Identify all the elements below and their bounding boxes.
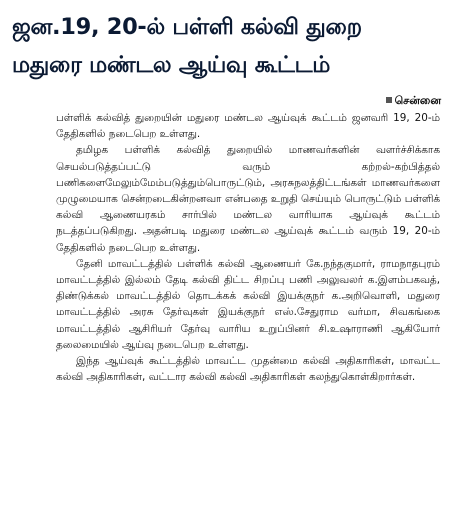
headline-line-2: மதுரை மண்டல ஆய்வு கூட்டம் bbox=[12, 52, 331, 78]
paragraph-3: தேனி மாவட்டத்தில் பள்ளிக் கல்வி ஆணையர் கே.நந்தகுமார், ராமநாதபுரம் மாவட்டத்தில் இல்லம் தேடி கல்வி திட்ட சிறப்பு பணி அலுவலர் க.இளம்பகவத், திண்டுக்கல் மாவட்டத்தில் தொடக்கக் கல்வி இயக்குநர் க.அறிவொளி, மதுரை மாவட்டத்தில் அரசு தேர்வுகள் இயக்குநர் எஸ்.சேதுராம வர்மா, சிவகங்கை மாவட்டத்தில் ஆசிரியர் தேர்வு வாரிய உறுப்பினர் சி.உஷாராணி ஆகியோர் தலைமையில் ஆய்வு நடைபெற உள்ளது. bbox=[56, 257, 440, 351]
dateline bbox=[386, 94, 441, 109]
article-body bbox=[56, 110, 440, 385]
paragraph-4: இந்த ஆய்வுக் கூட்டத்தில் மாவட்ட முதன்மை கல்வி அதிகாரிகள், மாவட்ட கல்வி அதிகாரிகள், வட்டார கல்வி கல்வி அதிகாரிகள் கலந்துகொள்கிறார்கள். bbox=[56, 355, 440, 384]
paragraph-2: தமிழக பள்ளிக் கல்வித் துறையில் மாணவர்களின் வளர்ச்சிக்காக செயல்படுத்தப்பட்டு வரும் கற்றல்-கற்பித்தல் பணிகளைமேலும்மேம்படுத்தும்பொருட்டும், அரசுநலத்திட்டங்கள் மாணவர்களை முழுமையாக சென்றடைகின்றனவா என்பதை உறுதி செய்யும் பொருட்டும் பள்ளிக் கல்வி ஆணையரகம் சார்பில் மண்டல வாரியாக ஆய்வுக் கூட்டம் நடத்தப்படுகிறது. அதன்படி மதுரை மண்டல ஆய்வுக் கூட்டம் வரும் 19, 20-ம் தேதிகளில் நடைபெற உள்ளது. bbox=[56, 144, 440, 254]
dateline-city: சென்னை bbox=[394, 94, 441, 107]
paragraph-1: பள்ளிக் கல்வித் துறையின் மதுரை மண்டல ஆய்வுக் கூட்டம் ஜனவரி 19, 20-ம் தேதிகளில் நடைபெற உள்ளது. bbox=[56, 112, 440, 141]
dateline-square-icon bbox=[386, 97, 392, 103]
headline-line-1: ஜன.19, 20-ல் பள்ளி கல்வி துறை bbox=[12, 14, 362, 40]
headline bbox=[12, 8, 442, 84]
